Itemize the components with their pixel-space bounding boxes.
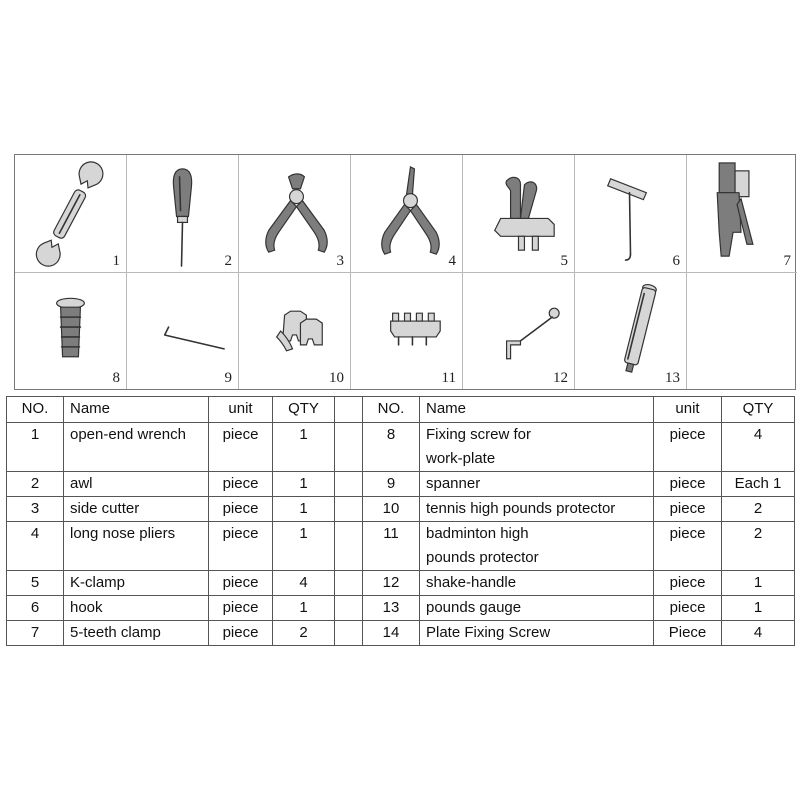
header-name: Name	[420, 397, 654, 423]
item-unit: piece	[209, 423, 273, 472]
item-qty: 1	[722, 571, 795, 596]
hook-icon	[575, 155, 686, 272]
tool-number: 5	[560, 253, 568, 269]
header-unit: unit	[654, 397, 722, 423]
tool-cell-10	[239, 273, 351, 389]
long-nose-pliers-icon	[351, 155, 462, 272]
item-no: 9	[363, 472, 420, 497]
tool-number: 2	[224, 253, 232, 269]
header-qty: QTY	[722, 397, 795, 423]
awl-icon	[127, 155, 238, 272]
tool-number: 6	[672, 253, 680, 269]
tool-cell-5	[463, 155, 575, 273]
tool-number: 3	[336, 253, 344, 269]
header-qty: QTY	[273, 397, 335, 423]
item-qty: 1	[722, 596, 795, 621]
item-name: pounds gauge	[420, 596, 654, 621]
item-no: 6	[7, 596, 64, 621]
tool-cell-empty	[687, 273, 797, 389]
column-gap	[335, 423, 363, 472]
header-no: NO.	[7, 397, 64, 423]
header-unit: unit	[209, 397, 273, 423]
table-row	[7, 596, 795, 621]
item-name: tennis high pounds protector	[420, 497, 654, 522]
item-no: 12	[363, 571, 420, 596]
item-qty: 4	[722, 621, 795, 646]
item-no: 11	[363, 522, 420, 571]
column-gap	[335, 596, 363, 621]
tool-cell-1	[15, 155, 127, 273]
item-qty: 1	[273, 472, 335, 497]
item-no: 8	[363, 423, 420, 472]
item-no: 1	[7, 423, 64, 472]
table-header-row	[7, 397, 795, 423]
side-cutter-icon	[239, 155, 350, 272]
item-qty: 4	[722, 423, 795, 472]
k-clamp-icon	[463, 155, 574, 272]
column-gap	[335, 621, 363, 646]
item-name-line-2: work-plate	[426, 450, 496, 467]
item-unit: piece	[209, 571, 273, 596]
open-end-wrench-icon	[15, 155, 126, 272]
parts-table	[6, 396, 795, 646]
tool-cell-11	[351, 273, 463, 389]
tool-cell-7	[687, 155, 797, 273]
column-gap	[335, 571, 363, 596]
item-qty: 2	[722, 522, 795, 571]
item-no: 4	[7, 522, 64, 571]
item-unit: piece	[654, 522, 722, 571]
item-qty: 1	[273, 497, 335, 522]
item-qty: Each 1	[722, 472, 795, 497]
item-name: long nose pliers	[64, 522, 209, 571]
tool-number: 9	[224, 370, 232, 386]
item-qty: 4	[273, 571, 335, 596]
clamp-icon	[687, 155, 797, 272]
tool-number: 10	[329, 370, 344, 386]
item-qty: 1	[273, 423, 335, 472]
item-unit: piece	[209, 621, 273, 646]
item-name-line-1: Fixing screw for	[426, 426, 532, 443]
item-name: awl	[64, 472, 209, 497]
header-no: NO.	[363, 397, 420, 423]
item-unit: piece	[654, 571, 722, 596]
tool-cell-8	[15, 273, 127, 389]
tool-cell-12	[463, 273, 575, 389]
tool-number: 11	[441, 370, 456, 386]
header-name: Name	[64, 397, 209, 423]
column-gap	[335, 522, 363, 571]
tool-cell-2	[127, 155, 239, 273]
item-unit: piece	[209, 596, 273, 621]
item-name: open-end wrench	[64, 423, 209, 472]
tool-cell-13	[575, 273, 687, 389]
table-row	[7, 423, 795, 472]
item-name-line-2: pounds protector	[426, 549, 539, 566]
tool-number: 12	[553, 370, 568, 386]
item-unit: piece	[654, 596, 722, 621]
item-no: 13	[363, 596, 420, 621]
table-row	[7, 497, 795, 522]
item-unit: Piece	[654, 621, 722, 646]
tool-cell-6	[575, 155, 687, 273]
item-name	[420, 423, 654, 472]
item-no: 7	[7, 621, 64, 646]
tool-number: 8	[112, 370, 120, 386]
tool-number: 7	[783, 253, 791, 269]
tool-number: 1	[112, 253, 120, 269]
fixing-screw-icon	[15, 273, 126, 389]
table-row	[7, 571, 795, 596]
tool-cell-9	[127, 273, 239, 389]
item-qty: 2	[273, 621, 335, 646]
tool-number: 13	[665, 370, 680, 386]
item-unit: piece	[654, 497, 722, 522]
item-unit: piece	[654, 423, 722, 472]
table-row	[7, 522, 795, 571]
table-row	[7, 621, 795, 646]
item-qty: 1	[273, 522, 335, 571]
item-name: spanner	[420, 472, 654, 497]
item-name: side cutter	[64, 497, 209, 522]
item-name: shake-handle	[420, 571, 654, 596]
item-name: 5-teeth clamp	[64, 621, 209, 646]
table-row	[7, 472, 795, 497]
item-no: 10	[363, 497, 420, 522]
item-no: 5	[7, 571, 64, 596]
tool-picture-grid	[14, 154, 796, 390]
spanner-icon	[127, 273, 238, 389]
tool-cell-4	[351, 155, 463, 273]
item-name-line-1: badminton high	[426, 525, 529, 542]
item-name: hook	[64, 596, 209, 621]
item-unit: piece	[209, 472, 273, 497]
tool-number: 4	[448, 253, 456, 269]
item-no: 14	[363, 621, 420, 646]
item-qty: 1	[273, 596, 335, 621]
tool-cell-3	[239, 155, 351, 273]
item-unit: piece	[654, 472, 722, 497]
item-name: K-clamp	[64, 571, 209, 596]
item-unit: piece	[209, 522, 273, 571]
column-gap	[335, 397, 363, 423]
item-name	[420, 522, 654, 571]
column-gap	[335, 472, 363, 497]
item-no: 2	[7, 472, 64, 497]
item-qty: 2	[722, 497, 795, 522]
item-unit: piece	[209, 497, 273, 522]
item-name: Plate Fixing Screw	[420, 621, 654, 646]
item-no: 3	[7, 497, 64, 522]
column-gap	[335, 497, 363, 522]
